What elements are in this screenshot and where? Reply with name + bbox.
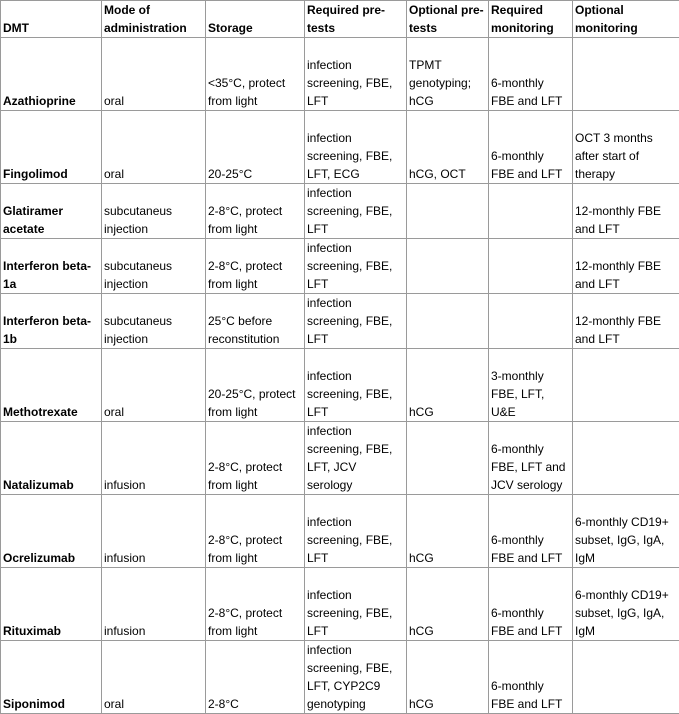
cell-optional-monitoring: 12-monthly FBE and LFT — [573, 294, 679, 349]
cell-dmt: Interferon beta-1b — [1, 294, 102, 349]
cell-storage: 20-25°C, protect from light — [206, 349, 305, 422]
table-row — [1, 422, 679, 495]
cell-dmt: Natalizumab — [1, 422, 102, 495]
cell-mode: oral — [102, 349, 206, 422]
cell-optional-monitoring — [573, 38, 679, 111]
cell-optional-pretests: hCG — [407, 568, 489, 641]
table-row — [1, 38, 679, 111]
cell-mode: oral — [102, 111, 206, 184]
cell-optional-pretests — [407, 184, 489, 239]
cell-required-monitoring — [489, 239, 573, 294]
table-row — [1, 349, 679, 422]
table-row — [1, 568, 679, 641]
cell-storage: 2-8°C, protect from light — [206, 239, 305, 294]
table-row — [1, 294, 679, 349]
cell-required-monitoring: 6-monthly FBE and LFT — [489, 641, 573, 714]
cell-required-monitoring — [489, 184, 573, 239]
cell-mode: subcutaneus injection — [102, 294, 206, 349]
cell-dmt: Methotrexate — [1, 349, 102, 422]
cell-required-monitoring: 6-monthly FBE and LFT — [489, 495, 573, 568]
cell-mode: infusion — [102, 422, 206, 495]
cell-required-monitoring: 6-monthly FBE and LFT — [489, 111, 573, 184]
cell-required-monitoring — [489, 294, 573, 349]
header-required-pretests: Required pre-tests — [305, 1, 407, 38]
cell-mode: infusion — [102, 495, 206, 568]
cell-storage: 2-8°C — [206, 641, 305, 714]
cell-storage: 25°C before reconstitution — [206, 294, 305, 349]
cell-required-pretests: infection screening, FBE, LFT, ECG — [305, 111, 407, 184]
cell-required-pretests: infection screening, FBE, LFT — [305, 349, 407, 422]
cell-optional-monitoring: OCT 3 months after start of therapy — [573, 111, 679, 184]
header-optional-pretests: Optional pre-tests — [407, 1, 489, 38]
header-row — [1, 1, 679, 38]
cell-required-monitoring: 6-monthly FBE and LFT — [489, 568, 573, 641]
header-dmt: DMT — [1, 1, 102, 38]
header-required-monitoring: Required monitoring — [489, 1, 573, 38]
cell-optional-pretests: TPMT genotyping; hCG — [407, 38, 489, 111]
table-row — [1, 239, 679, 294]
cell-optional-monitoring: 6-monthly CD19+ subset, IgG, IgA, IgM — [573, 568, 679, 641]
cell-optional-pretests: hCG — [407, 349, 489, 422]
table-row — [1, 495, 679, 568]
table-row — [1, 111, 679, 184]
cell-mode: subcutaneus injection — [102, 239, 206, 294]
cell-required-pretests: infection screening, FBE, LFT — [305, 495, 407, 568]
header-storage: Storage — [206, 1, 305, 38]
cell-dmt: Fingolimod — [1, 111, 102, 184]
cell-optional-monitoring: 12-monthly FBE and LFT — [573, 184, 679, 239]
cell-mode: oral — [102, 641, 206, 714]
cell-optional-monitoring — [573, 422, 679, 495]
cell-required-pretests: infection screening, FBE, LFT, CYP2C9 genotyping — [305, 641, 407, 714]
cell-dmt: Glatiramer acetate — [1, 184, 102, 239]
cell-optional-pretests: hCG — [407, 641, 489, 714]
cell-storage: 2-8°C, protect from light — [206, 422, 305, 495]
header-mode: Mode of administration — [102, 1, 206, 38]
cell-required-pretests: infection screening, FBE, LFT — [305, 568, 407, 641]
cell-required-pretests: infection screening, FBE, LFT — [305, 38, 407, 111]
header-optional-monitoring: Optional monitoring — [573, 1, 679, 38]
cell-required-monitoring: 3-monthly FBE, LFT, U&E — [489, 349, 573, 422]
cell-optional-pretests: hCG, OCT — [407, 111, 489, 184]
cell-mode: oral — [102, 38, 206, 111]
cell-mode: infusion — [102, 568, 206, 641]
cell-optional-pretests: hCG — [407, 495, 489, 568]
cell-mode: subcutaneus injection — [102, 184, 206, 239]
cell-required-monitoring: 6-monthly FBE and LFT — [489, 38, 573, 111]
cell-dmt: Siponimod — [1, 641, 102, 714]
cell-storage: 2-8°C, protect from light — [206, 495, 305, 568]
cell-required-monitoring: 6-monthly FBE, LFT and JCV serology — [489, 422, 573, 495]
cell-required-pretests: infection screening, FBE, LFT — [305, 294, 407, 349]
cell-dmt: Rituximab — [1, 568, 102, 641]
cell-optional-pretests — [407, 239, 489, 294]
cell-dmt: Azathioprine — [1, 38, 102, 111]
table-row — [1, 641, 679, 714]
cell-storage: 20-25°C — [206, 111, 305, 184]
cell-optional-monitoring: 12-monthly FBE and LFT — [573, 239, 679, 294]
cell-optional-monitoring — [573, 641, 679, 714]
cell-optional-monitoring — [573, 349, 679, 422]
cell-dmt: Interferon beta-1a — [1, 239, 102, 294]
table-row — [1, 184, 679, 239]
cell-required-pretests: infection screening, FBE, LFT — [305, 239, 407, 294]
cell-required-pretests: infection screening, FBE, LFT — [305, 184, 407, 239]
cell-required-pretests: infection screening, FBE, LFT, JCV serology — [305, 422, 407, 495]
cell-storage: 2-8°C, protect from light — [206, 568, 305, 641]
cell-optional-pretests — [407, 294, 489, 349]
cell-optional-pretests — [407, 422, 489, 495]
cell-optional-monitoring: 6-monthly CD19+ subset, IgG, IgA, IgM — [573, 495, 679, 568]
cell-storage: 2-8°C, protect from light — [206, 184, 305, 239]
cell-storage: <35°C, protect from light — [206, 38, 305, 111]
cell-dmt: Ocrelizumab — [1, 495, 102, 568]
